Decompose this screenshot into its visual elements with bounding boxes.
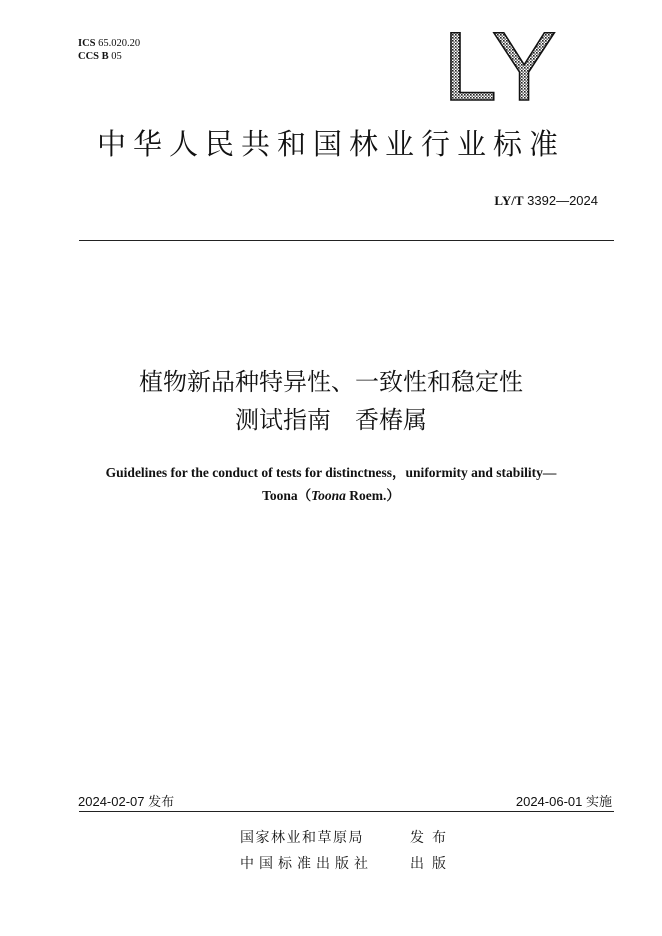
ly-logo [440,25,570,105]
standard-code: 3392—2024 [527,193,598,208]
header-divider [79,240,614,241]
implementation-date: 2024-06-01 实施 [515,794,612,810]
ccs-code: CCS B 05 [78,51,122,62]
issuer-row [240,825,454,851]
issuer-org: 国家林业和草原局 [240,830,364,846]
english-title-line2: Toona（Toona Roem.） [262,488,400,503]
classification-codes [78,37,140,63]
logo-text: LY [443,25,559,105]
chinese-title-line1: 植物新品种特异性、一致性和稳定性 [139,368,523,396]
footer-divider [79,811,614,812]
english-title [0,461,662,507]
english-title-line1: Guidelines for the conduct of tests for distinctness，uniformity and stability— [105,465,557,480]
standard-prefix: LY/T [494,193,524,208]
ics-code: ICS 65.020.20 [78,38,141,49]
chinese-title [0,363,662,439]
issuer-action: 发布 [410,830,454,846]
standard-number [494,193,598,209]
publisher-row [240,851,454,877]
chinese-title-line2: 测试指南 香椿属 [235,406,427,434]
publisher-action: 出版 [410,856,454,872]
standard-type-title: 中华人民共和国林业行业标准 [96,127,565,161]
publisher-org: 中国标准出版社 [240,856,373,872]
issuing-bodies [240,825,454,877]
issue-date: 2024-02-07 发布 [78,794,175,810]
